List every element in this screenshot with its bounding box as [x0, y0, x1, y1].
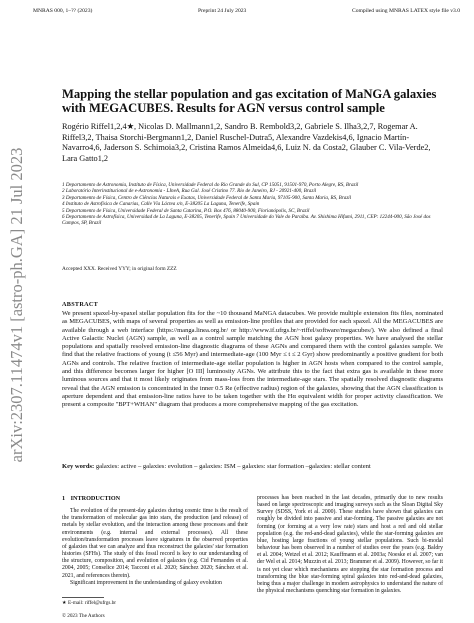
affiliation: 5 Departamento de Física, Universidade Federal de Santa Catarina, P.O. Box 476, 88040-900, Florianópolis, SC, Brazil: [62, 207, 310, 214]
affiliation: 3 Departamento de Física, Centro de Ciências Naturais e Exatas, Universidade Federal de Santa Maria, 97105-900, Santa Maria, RS, Brazil: [62, 194, 352, 201]
footnote-rule: [62, 597, 104, 598]
affiliation: 6 Departamento de Astrofísica, Universidad de La Laguna, E-38205, Tenerife, Spain 7 Universidade do Vale do Paraíba. Av. Shishima Hifumi, 2911, CEP: 12244-000, São José dos Campos, SP, Brazil: [62, 214, 431, 227]
abstract-heading: ABSTRACT: [62, 301, 99, 308]
section-title: INTRODUCTION: [70, 495, 121, 502]
affiliation: 2 Laboratório Interinstitucional de e-Astronomia - LIneA, Rua Gal. José Cristino 77. Rio de Janeiro, RJ - 20921-400, Brazil: [62, 188, 317, 195]
intro-paragraph: Significant improvement in the understanding of galaxy evolution: [70, 579, 222, 586]
paper-title: Mapping the stellar population and gas excitation of MaNGA galaxies with MEGACUBES. Results for AGN versus control sample: [62, 87, 437, 115]
keywords-list: galaxies: active – galaxies: evolution – galaxies: ISM – galaxies: star formation –galaxies: stellar content: [95, 463, 371, 470]
left-column: [62, 495, 248, 587]
compile-note: Compiled using MNRAS LATEX style file v3.0: [352, 8, 460, 14]
affiliations: [62, 182, 443, 227]
author-list: Rogério Riffel1,2,4★, Nicolas D. Mallmann1,2, Sandro B. Rembold3,2, Gabriele S. Ilha3,2,7, Rogemar A. Riffel3,2, Thaisa Storchi-Bergmann1,2, Daniel Ruschel-Dutra5, Alexandre Vazdekis4,6, Ignacio Martín-Navarro4,6, Jaderson S. Schimoia3,2, Cristina Ramos Almeida4,6, Luiz N. da Costa2, Glauber C. Vila-Verde2, Lara Gatto1,2: [62, 122, 431, 163]
journal-ref: MNRAS 000, 1–?? (2023): [33, 8, 93, 14]
right-column: [257, 495, 443, 595]
footnote-email: ★ E-mail: riffel@ufrgs.br: [62, 600, 117, 606]
affiliation: 1 Departamento de Astronomia, Instituto de Física, Universidade Federal do Rio Grande do Sul, CP 15051, 91501-970, Porto Alegre, RS, Brazil: [62, 182, 359, 188]
page-header: [33, 8, 460, 14]
section-heading: [62, 495, 248, 502]
accepted-line: Accepted XXX. Received YYY; in original form ZZZ: [62, 266, 177, 272]
arxiv-stamp: [4, 140, 30, 470]
keywords: [62, 463, 443, 471]
intro-paragraph: processes has been reached in the last decades, primarily due to new results based on large spectroscopic and imaging surveys such as the Sloan Digital Sky Survey (SDSS, York et al. 2000). These studies have shown that galaxies can roughly be divided into passive and star-forming. The passive galaxies are not forming (or forming at a very low rate) stars and host a red and old stellar population (e.g. the red-and-dead galaxies), while the star-forming galaxies are blue, hosting large fractions of young stellar populations. Such bi-modal behaviour has been observed in a number of studies over the years (e.g. Baldry et al. 2004; Wetzel et al. 2012; Kauffmann et al. 2003a; Noeske et al. 2007; van der Wel et al. 2014; Muzzin et al. 2013; Brammer et al. 2009). However, so far it is not yet clear which mechanisms are stopping the star formation process and transforming the blue star-forming spiral galaxies into red-and-dead galaxies, being thus a major challenge in modern astrophysics to understand the nature of the physical mechanisms quenching star formation in galaxies.: [257, 495, 443, 595]
intro-paragraph: The evolution of the present-day galaxies during cosmic time is the result of the transformation of molecular gas into stars, the production (and release) of metals by stellar evolution, and the interaction among these processes and their environments (e.g. internal and external processes). All these evolution/transformation processes leave signatures in the observed properties of galaxies that we can analyze and thus reconstruct the galaxies' star formation histories (SFHs). The study of this fossil record is key to our understanding of the structure, composition, and evolution of galaxies (e.g. Cid Fernandes et al. 2004, 2005; Conselice 2014; Tacconi et al. 2020; Sánchez 2020; Sánchez et al. 2021, and references therein).: [62, 508, 248, 579]
keywords-label: Key words:: [62, 463, 95, 470]
abstract-text: We present spaxel-by-spaxel stellar population fits for the ~10 thousand MaNGA datacubes. We provide multiple extension fits files, nominated as MEGACUBES, with maps of several properties as well as emission-line profiles that are provided for each spaxel. All the MEGACUBES are available through a web interface (https://manga.linea.org.br/ or http://www.if.ufrgs.br/~riffel/software/megacubes/). We also defined a final Active Galactic Nuclei (AGN) sample, as well as a control sample matching the AGN host galaxy properties. We have analysed the stellar populations and spatially resolved emission-line diagnostic diagrams of these AGNs and compared them with the control galaxies sample. We find that the relative fractions of young (t ≤56 Myr) and intermediate-age (100 Myr ≤ t ≤ 2 Gyr) show predominantly a positive gradient for both AGNs and controls. The relative fraction of intermediate-age stellar population is higher in AGN hosts when compared to the control sample, and this difference becomes larger for higher [O III] luminosity AGNs. We attribute this to the fact that extra gas is available in these more luminous sources and that it most likely originates from mass-loss from the intermediate-age stars. The spatially resolved diagnostic diagrams reveal that the AGN emission is concentrated in the inner 0.5 Re (effective radius) region of the galaxies, showing that the AGN classification is aperture dependent and that emission-line ratios have to be taken together with the Hα equivalent width for proper activity classification. We present a composite "BPT+WHAN" diagram that produces a more comprehensive mapping of the gas excitation.: [62, 310, 443, 409]
copyright: © 2023 The Authors: [62, 613, 105, 619]
affiliation: 4 Instituto de Astrofísica de Canarias, Calle Vía Láctea s/n, E-38205 La Laguna, Tenerife, Spain: [62, 201, 260, 208]
arxiv-id: arXiv:2307.11474v1 [astro-ph.GA] 21 Jul 2023: [7, 147, 26, 463]
preprint-date: Preprint 24 July 2023: [198, 8, 247, 14]
section-number: 1: [62, 495, 66, 502]
